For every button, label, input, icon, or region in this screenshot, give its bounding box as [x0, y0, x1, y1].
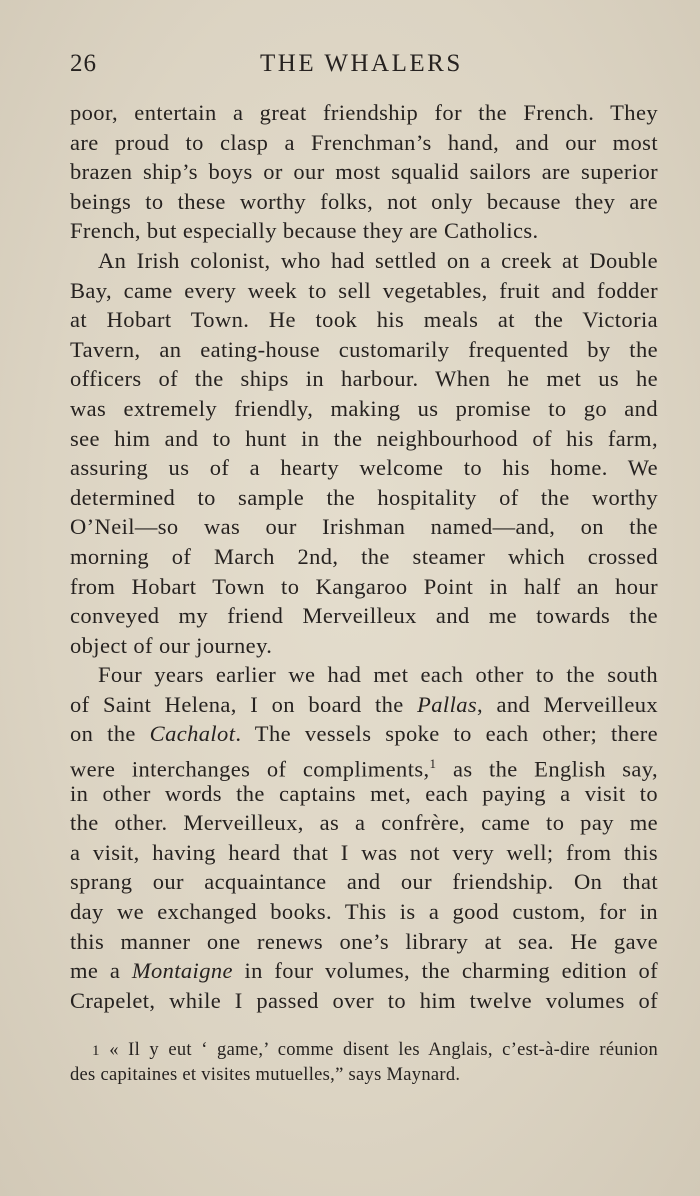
text-line: French, but especially because they are Catholics. [70, 218, 539, 244]
text-line: brazen ship’s boys or our most squalid sailors are superior [70, 159, 658, 185]
ship-name-pallas: Pallas [417, 691, 478, 717]
footnote [70, 1038, 658, 1087]
footnote-reference: 1 [429, 756, 437, 772]
text-line [70, 719, 658, 749]
text-line: poor, entertain a great friendship for the French. They [70, 100, 658, 125]
text-line: see him and to hunt in the neighbourhood of his farm, [70, 425, 658, 451]
text-line: from Hobart Town to Kangaroo Point in half an hour [70, 573, 658, 599]
text-line: sprang our acquaintance and our friendship. On that [70, 869, 658, 895]
text-line: in other words the captains met, each paying a visit to [70, 780, 658, 806]
text-line: this manner one renews one’s library at sea. He gave [70, 928, 658, 954]
text-line: Crapelet, while I passed over to him twelve volumes of [70, 987, 658, 1013]
text-run: me a [70, 958, 132, 984]
text-line: officers of the ships in harbour. When he met us he [70, 366, 658, 392]
text-line: O’Neil—so was our Irishman named—and, on the [70, 514, 658, 540]
text-line: Bay, came every week to sell vegetables, fruit and fodder [70, 277, 658, 303]
text-run: of Saint Helena, I on board the [70, 691, 418, 717]
text-line: the other. Merveilleux, as a confrère, came to pay me [70, 810, 658, 836]
page-header [70, 50, 660, 86]
body-text [70, 98, 658, 1015]
running-title: THE WHALERS [260, 50, 463, 77]
text-line: are proud to clasp a Frenchman’s hand, and our most [70, 129, 658, 155]
ship-name-cachalot: Cachalot [149, 721, 236, 747]
text-run: as the English say, [436, 756, 658, 782]
text-line: day we exchanged books. This is a good custom, for in [70, 899, 658, 925]
text-run: , and Merveilleux [477, 691, 659, 717]
text-line [70, 956, 658, 986]
text-line: assuring us of a hearty welcome to his home. We [70, 455, 658, 481]
text-run: were interchanges of compliments, [70, 756, 430, 782]
text-line [70, 690, 658, 720]
text-line: at Hobart Town. He took his meals at the Victoria [70, 307, 658, 333]
text-line: Tavern, an eating-house customarily frequented by the [70, 336, 658, 362]
text-run: in four volumes, the charming edition of [232, 958, 658, 984]
text-line: morning of March 2nd, the steamer which crossed [70, 543, 658, 569]
text-line: Four years earlier we had met each other to the south [98, 662, 658, 688]
text-line [70, 749, 658, 782]
text-line: An Irish colonist, who had settled on a creek at Double [98, 247, 658, 273]
text-line: a visit, having heard that I was not very well; from this [70, 839, 658, 865]
footnote-line [70, 1038, 658, 1063]
text-line: beings to these worthy folks, not only because they are [70, 188, 658, 214]
footnote-line: des capitaines et visites mutuelles,” says Maynard. [70, 1065, 461, 1085]
footnote-marker: 1 [92, 1043, 100, 1059]
text-line: object of our journey. [70, 632, 273, 658]
text-line: was extremely friendly, making us promise to go and [70, 395, 658, 421]
footnote-text: « Il y eut ‘ game,’ comme disent les Anglais, c’est-à-dire réunion [109, 1040, 658, 1060]
book-title-montaigne: Montaigne [131, 958, 233, 984]
text-run: . The vessels spoke to each other; there [235, 721, 658, 747]
text-line: conveyed my friend Merveilleux and me towards the [70, 603, 658, 629]
text-run: on the [70, 721, 150, 747]
page-number: 26 [70, 50, 97, 77]
text-line: determined to sample the hospitality of the worthy [70, 484, 658, 510]
